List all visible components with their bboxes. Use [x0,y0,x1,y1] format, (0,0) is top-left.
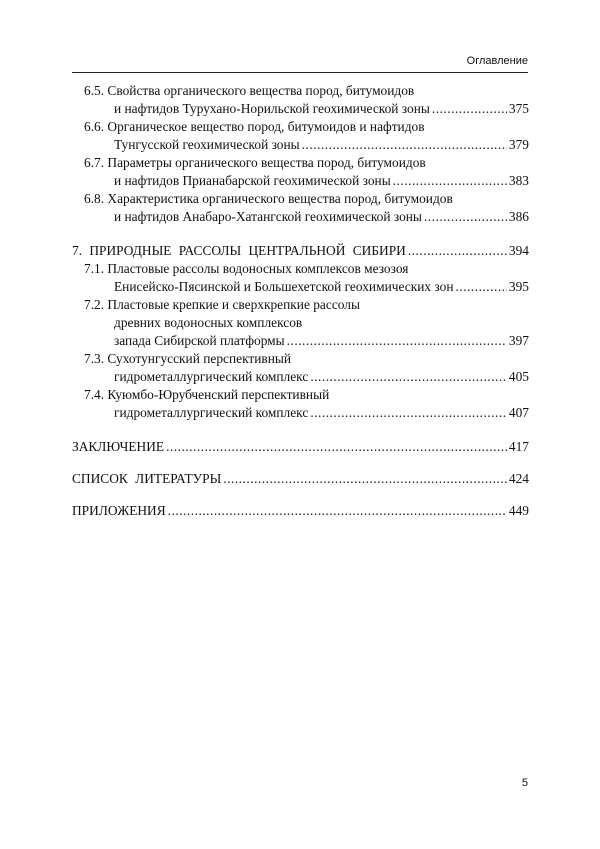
toc-entry-title: 6.5. Свойства органического вещества пород, битумоидов [84,83,415,98]
toc-entry-title: 6.6. Органическое вещество пород, битумоидов и нафтидов [84,119,425,134]
page-number: 383 [508,173,529,188]
toc-entry-title: 7.3. Сухотунгусский перспективный [84,351,292,366]
dot-leader [310,368,507,386]
toc-entry-7-1[interactable] [72,260,529,296]
page-number: 405 [508,369,529,384]
toc-entry-title-cont: и нафтидов Турухано-Норильской геохимической зоны [114,101,430,116]
toc-entry-title-cont: древних водоносных комплексов [114,315,303,330]
page-number: 449 [508,503,529,518]
dot-leader [302,136,507,154]
dot-leader [223,470,507,488]
toc-entry-6-7[interactable] [72,154,529,190]
toc-entry-title: 7.1. Пластовые рассолы водоносных комплексов мезозоя [84,261,409,276]
header-title: Оглавление [466,55,528,67]
toc-entry-title: 6.8. Характеристика органического вещества пород, битумоидов [84,191,453,206]
dot-leader [168,502,507,520]
toc-chapter-title: ЗАКЛЮЧЕНИЕ [72,439,165,454]
dot-leader [424,208,507,226]
dot-leader [166,438,507,456]
toc-entry-title-cont: и нафтидов Анабаро-Хатангской геохимической зоны [114,209,422,224]
dot-leader [287,332,507,350]
page-number-footer: 5 [521,777,528,789]
toc-entry-references[interactable] [72,470,529,488]
dot-leader [432,100,507,118]
toc-entry-6-6[interactable] [72,118,529,154]
toc-entry-6-8[interactable] [72,190,529,226]
table-of-contents [72,82,529,520]
page-number: 417 [508,439,529,454]
toc-entry-title: 7.4. Куюмбо-Юрубченский перспективный [84,387,330,402]
toc-chapter-title: СПИСОК ЛИТЕРАТУРЫ [72,471,222,486]
page-number: 386 [508,209,529,224]
toc-entry-7-3[interactable] [72,350,529,386]
toc-entry-7-4[interactable] [72,386,529,422]
page-number: 397 [508,333,529,348]
toc-entry-title-cont: Тунгусской геохимической зоны [114,137,300,152]
toc-entry-7-2[interactable] [72,296,529,350]
page-number: 379 [508,137,529,152]
toc-entry-title-cont: гидрометаллургический комплекс [114,405,309,420]
toc-entry-title: 6.7. Параметры органического вещества пород, битумоидов [84,155,426,170]
page-number: 407 [508,405,529,420]
toc-entry-title: 7.2. Пластовые крепкие и сверхкрепкие рассолы [84,297,360,312]
toc-entry-title-cont: Енисейско-Пясинской и Большехетской геохимических зон [114,279,454,294]
page-number: 394 [508,243,529,258]
page-number: 375 [508,101,529,116]
toc-chapter-title: 7. ПРИРОДНЫЕ РАССОЛЫ ЦЕНТРАЛЬНОЙ СИБИРИ [72,243,406,258]
dot-leader [408,242,507,260]
toc-chapter-title: ПРИЛОЖЕНИЯ [72,503,166,518]
dot-leader [393,172,507,190]
page-number: 424 [508,471,529,486]
dot-leader [456,278,507,296]
toc-entry-6-5[interactable] [72,82,529,118]
running-header [72,54,528,73]
dot-leader [310,404,507,422]
toc-entry-title-cont: гидрометаллургический комплекс [114,369,309,384]
toc-entry-title-cont: запада Сибирской платформы [114,333,285,348]
toc-entry-appendices[interactable] [72,502,529,520]
page-number: 395 [508,279,529,294]
toc-entry-chapter-7[interactable] [72,242,529,260]
toc-entry-conclusion[interactable] [72,438,529,456]
toc-entry-title-cont: и нафтидов Прианабарской геохимической зоны [114,173,391,188]
